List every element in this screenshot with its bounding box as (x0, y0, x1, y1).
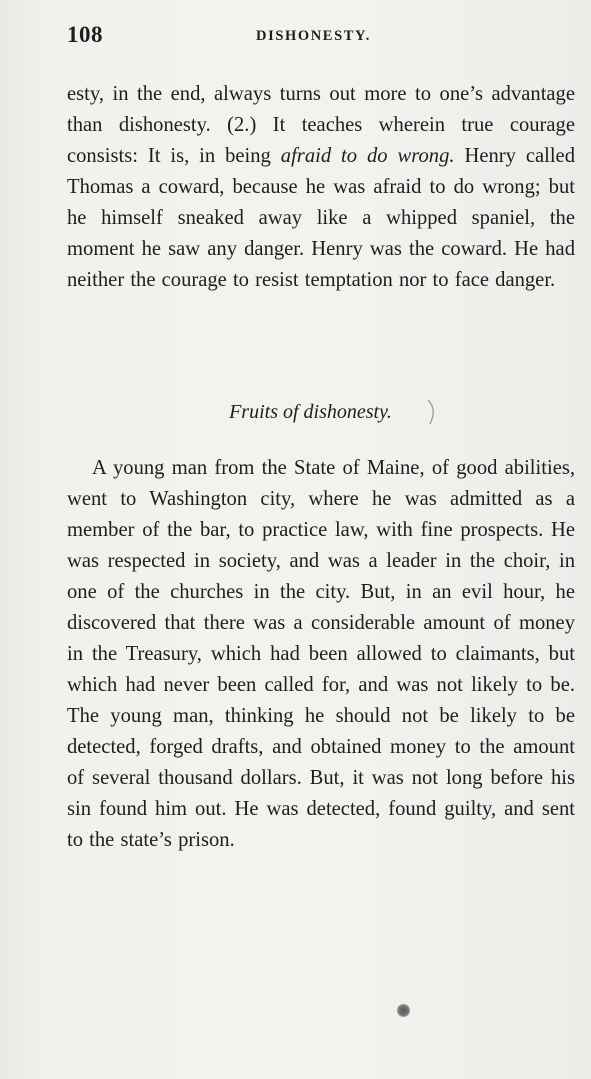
section-heading: Fruits of dishonesty. (229, 401, 392, 423)
paragraph-1-text-start: esty, in the end, always turns out more to one’s advantage than dishonesty. (2.) It teaches wherein true courage consists: It is, in being (67, 83, 575, 167)
paragraph-1-emphasis: afraid to do wrong. (280, 145, 455, 167)
paragraph-story: A young man from the State of Maine, of good abilities, went to Washington city, where he was admitted as a member of the bar, to practice law, with fine prospects. He was respected in society, and was a leader in the choir, in one of the churches in the city. But, in an evil hour, he discovered that there was a considerable amount of money in the Treasury, which had been allowed to claimants, but which had never been called for, and was not likely to be. The young man, thinking he should not be likely to be detected, forged drafts, and obtained money to the amount of several thousand dollars. But, it was not long before his sin found him out. He was detected, found guilty, and sent to the state’s prison. (67, 457, 575, 851)
paragraph-continuation (67, 79, 575, 296)
paragraph-1-text-end: Henry called Thomas a coward, because he was afraid to do wrong; but he himself sneaked away like a whipped spaniel, the moment he saw any danger. Henry was the coward. He had neither the courage to resist temptation nor to face danger. (67, 145, 575, 291)
ink-spot (397, 1004, 410, 1017)
page-number: 108 (67, 22, 103, 47)
page-header (67, 22, 527, 56)
pencil-mark (425, 398, 437, 426)
running-head: DISHONESTY. (256, 28, 371, 44)
